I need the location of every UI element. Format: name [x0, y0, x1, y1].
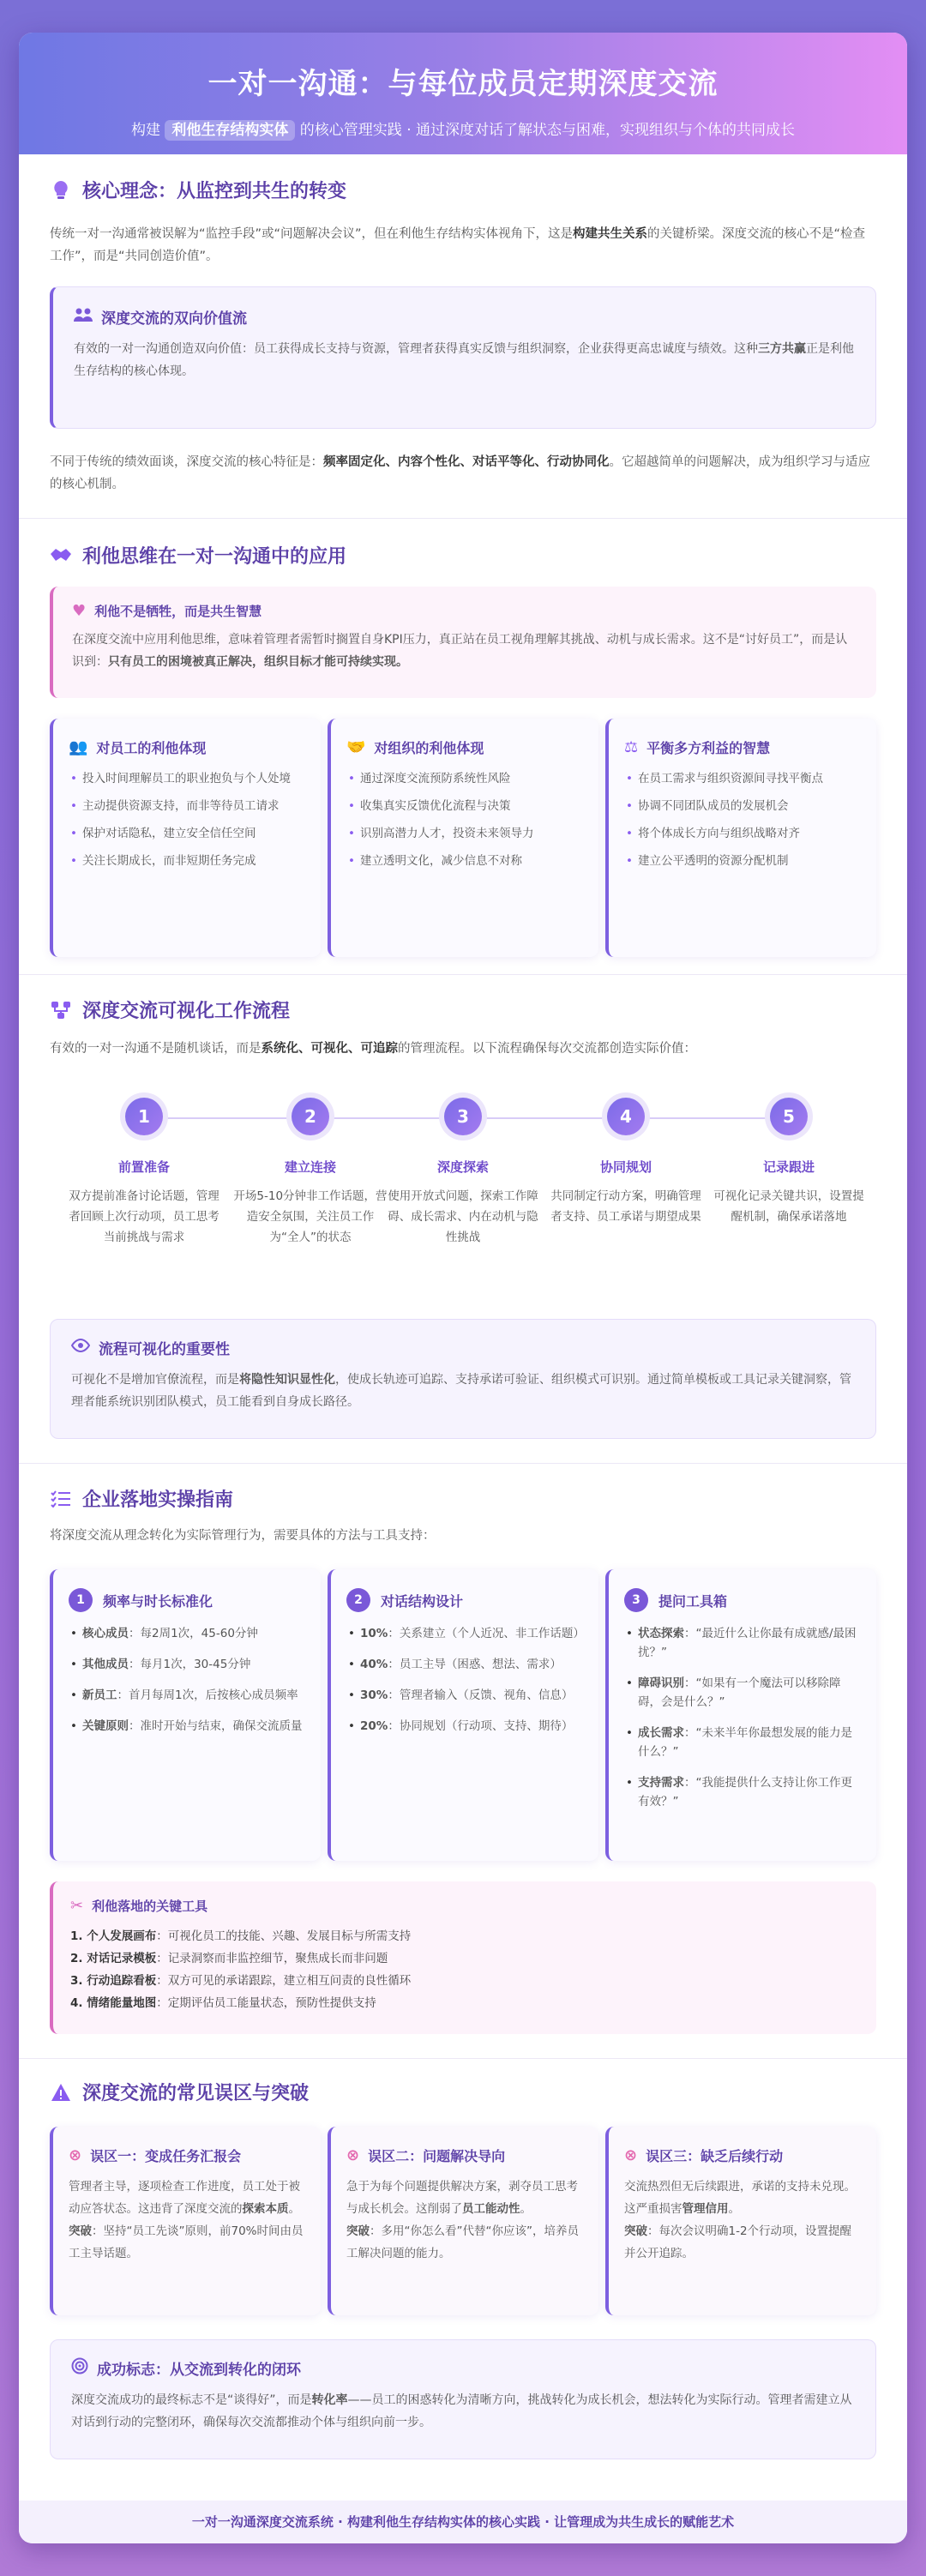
success-box-title — [71, 2357, 855, 2379]
page-subtitle — [19, 117, 907, 139]
myth-col-2 — [328, 2127, 598, 2315]
myth-col-1 — [50, 2127, 321, 2315]
core-paragraph-2 — [50, 451, 876, 496]
emphasis: 系统化、可视化、可追踪 — [261, 1042, 398, 1056]
eye-icon — [71, 1339, 90, 1357]
step-desc: 开场5-10分钟非工作话题，营造安全氛围，关注员工作为“全人”的状态 — [233, 1189, 388, 1244]
altruism-col-employee — [50, 719, 321, 957]
item-key: 支持需求 — [638, 1776, 684, 1790]
step-desc: 可视化记录关键共识，设置提醒机制，确保承诺落地 — [713, 1189, 864, 1224]
core-paragraph-1 — [50, 223, 876, 268]
col-list — [346, 1624, 583, 1736]
box-heading: 流程可视化的重要性 — [99, 1341, 230, 1358]
text: 传统一对一沟通常被误解为“监控手段”或“问题解决会议”，但在利他生存结构实体视角下，这是 — [50, 227, 574, 241]
step-title: 记录跟进 — [762, 1159, 815, 1175]
text: 急于为每个问题提供解决方案，剥夺员工思考与成长机会。这削弱了 — [346, 2180, 578, 2216]
text: 。 — [520, 2202, 532, 2216]
breakthrough-label: 突破 — [69, 2224, 92, 2238]
flow-visual-box — [50, 1319, 876, 1439]
page-footer: 一对一沟通深度交流系统 · 构建利他生存结构实体的核心实践 · 让管理成为共生成长的赋能艺术 — [19, 2501, 907, 2543]
col-heading: 对话结构设计 — [381, 1592, 464, 1610]
text: 在深度交流中应用利他思维，意味着管理者需暂时搁置自身KPI压力，真正站在员工视角理解其挑战、动机与成长需求。这不是“讨好员工”，而是认识到： — [72, 633, 848, 669]
tool-desc: ：定期评估员工能量状态，预防性提供支持 — [156, 1996, 376, 2010]
text: 的管理流程。以下流程确保每次交流都创造实际价值： — [398, 1042, 696, 1056]
handshake-icon: 🤝 — [346, 738, 366, 756]
item-value: ：准时开始与结束，确保交流质量 — [129, 1719, 303, 1733]
item-value: ：管理者输入（反馈、视角、信息） — [388, 1688, 574, 1702]
emphasis: 构建共生关系 — [573, 227, 648, 241]
col-list — [346, 769, 583, 870]
section-divider — [19, 518, 907, 519]
item-key: 新员工 — [82, 1688, 117, 1702]
step-number: 2 — [292, 1098, 329, 1135]
text: 不同于传统的绩效面谈，深度交流的核心特征是： — [50, 455, 323, 469]
text: 交流热烈但无后续跟进，承诺的支持未兑现。这严重损害 — [624, 2180, 856, 2216]
subtitle-prefix: 构建 — [130, 122, 160, 139]
breakthrough-label: 突破 — [346, 2224, 370, 2238]
step-number: 5 — [770, 1098, 808, 1135]
list-item: • 通过深度交流预防系统性风险 — [346, 769, 583, 788]
page-card — [19, 33, 907, 2543]
section-heading: 深度交流可视化工作流程 — [82, 1001, 291, 1022]
guide-col-frequency — [50, 1569, 321, 1861]
section-heading: 企业落地实操指南 — [82, 1490, 234, 1511]
section-altruism-title — [50, 542, 346, 569]
item-value: ：协同规划（行动项、支持、期待） — [388, 1719, 574, 1733]
flow-visual-title — [71, 1337, 855, 1358]
text: 有效的一对一沟通不是随机谈话，而是 — [50, 1042, 262, 1056]
scale-icon: ⚖ — [624, 738, 639, 756]
emphasis: 将隐性知识显性化 — [239, 1373, 335, 1387]
tool-desc: ：可视化员工的技能、兴趣、发展目标与所需支持 — [156, 1929, 412, 1943]
myth-text — [346, 2176, 583, 2265]
list-item: • 建立公平透明的资源分配机制 — [624, 852, 861, 870]
item-value: ：员工主导（困惑、想法、需求） — [388, 1658, 562, 1671]
item-key: 核心成员 — [82, 1627, 129, 1640]
emphasis: 频率固定化、内容个性化、对话平等化、行动协同化 — [323, 455, 610, 469]
box-heading: 利他不是牺牲，而是共生智慧 — [94, 604, 262, 619]
breakthrough-label: 突破 — [624, 2224, 647, 2238]
col-title — [624, 2146, 861, 2165]
list-item — [346, 1655, 583, 1674]
emphasis: 员工能动性 — [462, 2202, 520, 2216]
myth-col-3 — [605, 2127, 876, 2315]
flow-nodes-icon — [50, 999, 72, 1021]
list-item — [624, 1773, 861, 1811]
section-heading: 利他思维在一对一沟通中的应用 — [82, 546, 347, 568]
step-title: 深度探索 — [436, 1159, 489, 1175]
item-key: 10% — [360, 1627, 388, 1640]
people-exchange-icon — [74, 307, 93, 327]
col-heading: 误区一：变成任务汇报会 — [90, 2148, 242, 2164]
item-key: 成长需求 — [638, 1726, 684, 1740]
step-number: 4 — [607, 1098, 645, 1135]
list-item — [624, 1624, 861, 1662]
list-item: • 在员工需求与组织资源间寻找平衡点 — [624, 769, 861, 788]
col-title — [346, 737, 583, 757]
col-list — [69, 769, 305, 870]
list-item — [346, 1686, 583, 1705]
guide-col-structure — [328, 1569, 598, 1861]
value-flow-title — [74, 306, 855, 328]
warning-icon — [50, 2081, 72, 2104]
tool-name: 4. 情绪能量地图 — [70, 1996, 157, 2010]
list-item: • 收集真实反馈优化流程与决策 — [346, 797, 583, 816]
col-heading: 提问工具箱 — [658, 1592, 728, 1610]
section-myths-title — [50, 2079, 309, 2105]
success-box-text — [71, 2389, 855, 2434]
lightbulb-icon — [50, 179, 72, 202]
emphasis: 管理信用 — [682, 2202, 729, 2216]
handshake-icon — [50, 545, 72, 567]
breakthrough-text: ：坚持“员工先谈”原则，前70%时间由员工主导话题。 — [69, 2224, 304, 2260]
text: 。 — [728, 2202, 740, 2216]
item-value: ：“未来半年你最想发展的能力是什么？” — [638, 1726, 852, 1759]
altruism-col-organization — [328, 719, 598, 957]
col-title — [346, 1588, 583, 1612]
flow-step-1 — [67, 1098, 221, 1248]
text: 管理者主导，逐项检查工作进度，员工处于被动应答状态。这违背了深度交流的 — [69, 2180, 300, 2216]
col-heading: 对组织的利他体现 — [374, 740, 484, 756]
subtitle-highlight: 利他生存结构实体 — [165, 120, 295, 141]
col-title — [69, 2146, 305, 2165]
text: 深度交流成功的最终标志不是“谈得好”，而是 — [71, 2393, 312, 2407]
heart-icon: ♥ — [72, 602, 87, 620]
step-desc: 使用开放式问题，探索工作障碍、成长需求、内在动机与隐性挑战 — [388, 1189, 538, 1244]
section-core-title — [50, 177, 346, 203]
box-heading: 成功标志：从交流到转化的闭环 — [97, 2362, 301, 2379]
step-number: 3 — [444, 1098, 482, 1135]
item-key: 40% — [360, 1658, 388, 1671]
list-item: • 保护对话隐私，建立安全信任空间 — [69, 824, 305, 843]
x-circle-icon: ⊗ — [69, 2146, 82, 2164]
item-value: ：关系建立（个人近况、非工作话题） — [388, 1627, 585, 1640]
item-key: 30% — [360, 1688, 388, 1702]
list-item: • 将个体成长方向与组织战略对齐 — [624, 824, 861, 843]
altruism-box-text — [72, 629, 857, 673]
flow-visual-text — [71, 1369, 855, 1413]
step-desc: 共同制定行动方案，明确管理者支持、员工承诺与期望成果 — [550, 1189, 701, 1224]
emphasis: 三方共赢 — [758, 342, 806, 356]
text: 正是利他生存结构的核心体现。 — [74, 342, 854, 378]
item-key: 20% — [360, 1719, 388, 1733]
box-heading: 利他落地的关键工具 — [92, 1899, 208, 1914]
subtitle-suffix: 的核心管理实践 · 通过深度对话了解状态与困难，实现组织与个体的共同成长 — [299, 122, 796, 139]
item-value: ：“如果有一个魔法可以移除障碍，会是什么？” — [638, 1676, 841, 1709]
section-flow-title — [50, 996, 290, 1023]
item-key: 状态探索 — [638, 1627, 684, 1640]
text: 有效的一对一沟通创造双向价值：员工获得成长支持与资源，管理者获得真实反馈与组织洞察，企业获得更高忠诚度与绩效。这种 — [74, 342, 758, 356]
flow-step-3 — [386, 1098, 540, 1248]
step-number: 1 — [125, 1098, 163, 1135]
myth-text — [624, 2176, 861, 2265]
list-item: • 投入时间理解员工的职业抱负与个人处境 — [69, 769, 305, 788]
value-flow-text — [74, 338, 855, 382]
list-item: • 协调不同团队成员的发展机会 — [624, 797, 861, 816]
list-item — [346, 1717, 583, 1736]
emphasis: 只有员工的困境被真正解决，组织目标才能可持续实现。 — [108, 655, 408, 669]
page-title: 一对一沟通：与每位成员定期深度交流 — [207, 67, 719, 101]
list-item — [624, 1724, 861, 1761]
item-value: ：“最近什么让你最有成就感/最困扰？” — [638, 1627, 857, 1659]
item-value: ：“我能提供什么支持让你工作更有效？” — [638, 1776, 852, 1809]
success-box — [50, 2339, 876, 2459]
step-title: 前置准备 — [117, 1159, 170, 1175]
step-title: 建立连接 — [284, 1159, 336, 1175]
section-heading: 深度交流的常见误区与突破 — [82, 2083, 310, 2104]
tool-desc: ：记录洞察而非监控细节，聚焦成长而非问题 — [156, 1952, 388, 1965]
users-icon: 👥 — [69, 738, 88, 756]
guide-col-questions — [605, 1569, 876, 1861]
item-value: ：每2周1次，45-60分钟 — [129, 1627, 258, 1640]
item-value: ：首月每周1次，后按核心成员频率 — [117, 1688, 298, 1702]
section-divider — [19, 1463, 907, 1464]
altruism-box — [50, 587, 876, 698]
tools-icon: ✂ — [70, 1897, 84, 1915]
col-title — [69, 1588, 305, 1612]
list-item: • 识别高潜力人才，投资未来领导力 — [346, 824, 583, 843]
col-heading: 误区二：问题解决导向 — [368, 2148, 506, 2164]
myth-text — [69, 2176, 305, 2265]
x-circle-icon: ⊗ — [624, 2146, 638, 2164]
item-key: 障碍识别 — [638, 1676, 684, 1690]
col-title — [346, 2146, 583, 2165]
col-list — [624, 769, 861, 870]
list-item — [69, 1686, 305, 1705]
list-item — [624, 1674, 861, 1712]
number-badge: 3 — [624, 1588, 648, 1612]
altruism-box-title — [72, 602, 857, 620]
section-divider — [19, 2058, 907, 2059]
emphasis: 转化率 — [311, 2393, 348, 2407]
text: ，使成长轨迹可追踪、支持承诺可验证、组织模式可识别。通过简单模板或工具记录关键洞察，管理者能系统识别团队模式，员工能看到自身成长路径。 — [71, 1373, 851, 1409]
list-item — [69, 1624, 305, 1643]
tool-desc: ：双方可见的承诺跟踪，建立相互问责的良性循环 — [156, 1974, 412, 1988]
breakthrough-text: ：多用“你怎么看”代替“你应该”，培养员工解决问题的能力。 — [346, 2224, 579, 2260]
tool-name: 1. 个人发展画布 — [70, 1929, 157, 1943]
list-item — [346, 1624, 583, 1643]
section-divider — [19, 974, 907, 975]
box-heading: 深度交流的双向价值流 — [101, 310, 247, 328]
step-title: 协同规划 — [599, 1159, 652, 1175]
tool-name: 2. 对话记录模板 — [70, 1952, 157, 1965]
col-title — [624, 1588, 861, 1612]
guide-intro: 将深度交流从理念转化为实际管理行为，需要具体的方法与工具支持： — [50, 1529, 436, 1543]
section-guide-title — [50, 1485, 233, 1512]
text: 。 — [288, 2202, 300, 2216]
list-item: • 主动提供资源支持，而非等待员工请求 — [69, 797, 305, 816]
text: 。它超越简单的问题解决，成为组织学习与适应的核心机制。 — [50, 455, 870, 491]
tool-item — [70, 1992, 859, 2014]
section-heading: 核心理念：从监控到共生的转变 — [82, 181, 347, 202]
col-heading: 平衡多方利益的智慧 — [646, 740, 771, 756]
list-item: • 建立透明文化，减少信息不对称 — [346, 852, 583, 870]
text: 可视化不是增加官僚流程，而是 — [71, 1373, 239, 1387]
list-item: • 关注长期成长，而非短期任务完成 — [69, 852, 305, 870]
col-heading: 频率与时长标准化 — [103, 1592, 213, 1610]
step-desc: 双方提前准备讨论话题，管理者回顾上次行动项，员工思考当前挑战与需求 — [69, 1189, 219, 1244]
tools-list — [70, 1925, 859, 2014]
col-heading: 误区三：缺乏后续行动 — [646, 2148, 784, 2164]
tool-item — [70, 1925, 859, 1947]
flow-step-5 — [712, 1098, 866, 1227]
altruism-col-balance — [605, 719, 876, 957]
col-heading: 对员工的利他体现 — [96, 740, 207, 756]
tool-item — [70, 1970, 859, 1992]
col-title — [624, 737, 861, 757]
number-badge: 1 — [69, 1588, 93, 1612]
checklist-icon — [50, 1488, 72, 1510]
flow-step-2 — [233, 1098, 388, 1248]
list-item — [69, 1655, 305, 1674]
col-list — [624, 1624, 861, 1811]
text: ——员工的困惑转化为清晰方向，挑战转化为成长机会，想法转化为实际行动。管理者需建立从对话到行动的完整闭环，确保每次交流都推动个体与组织向前一步。 — [71, 2393, 852, 2429]
breakthrough-text: ：每次会议明确1-2个行动项，设置提醒并公开追踪。 — [624, 2224, 852, 2260]
tool-name: 3. 行动追踪看板 — [70, 1974, 157, 1988]
number-badge: 2 — [346, 1588, 370, 1612]
target-icon — [71, 2357, 88, 2379]
col-list — [69, 1624, 305, 1736]
value-flow-box — [50, 286, 876, 429]
list-item — [69, 1717, 305, 1736]
item-key: 关键原则 — [82, 1719, 129, 1733]
x-circle-icon: ⊗ — [346, 2146, 360, 2164]
tools-box — [50, 1881, 876, 2034]
col-title — [69, 737, 305, 757]
tools-box-title — [70, 1897, 859, 1915]
flow-step-4 — [549, 1098, 703, 1227]
tool-item — [70, 1947, 859, 1970]
item-key: 其他成员 — [82, 1658, 129, 1671]
item-value: ：每月1次，30-45分钟 — [129, 1658, 251, 1671]
flow-intro — [50, 1038, 876, 1060]
text: 的关键桥梁。深度交流的核心不是“检查工作”，而是“共同创造价值”。 — [50, 227, 866, 263]
emphasis: 探索本质 — [242, 2202, 289, 2216]
hero-banner — [19, 33, 907, 154]
